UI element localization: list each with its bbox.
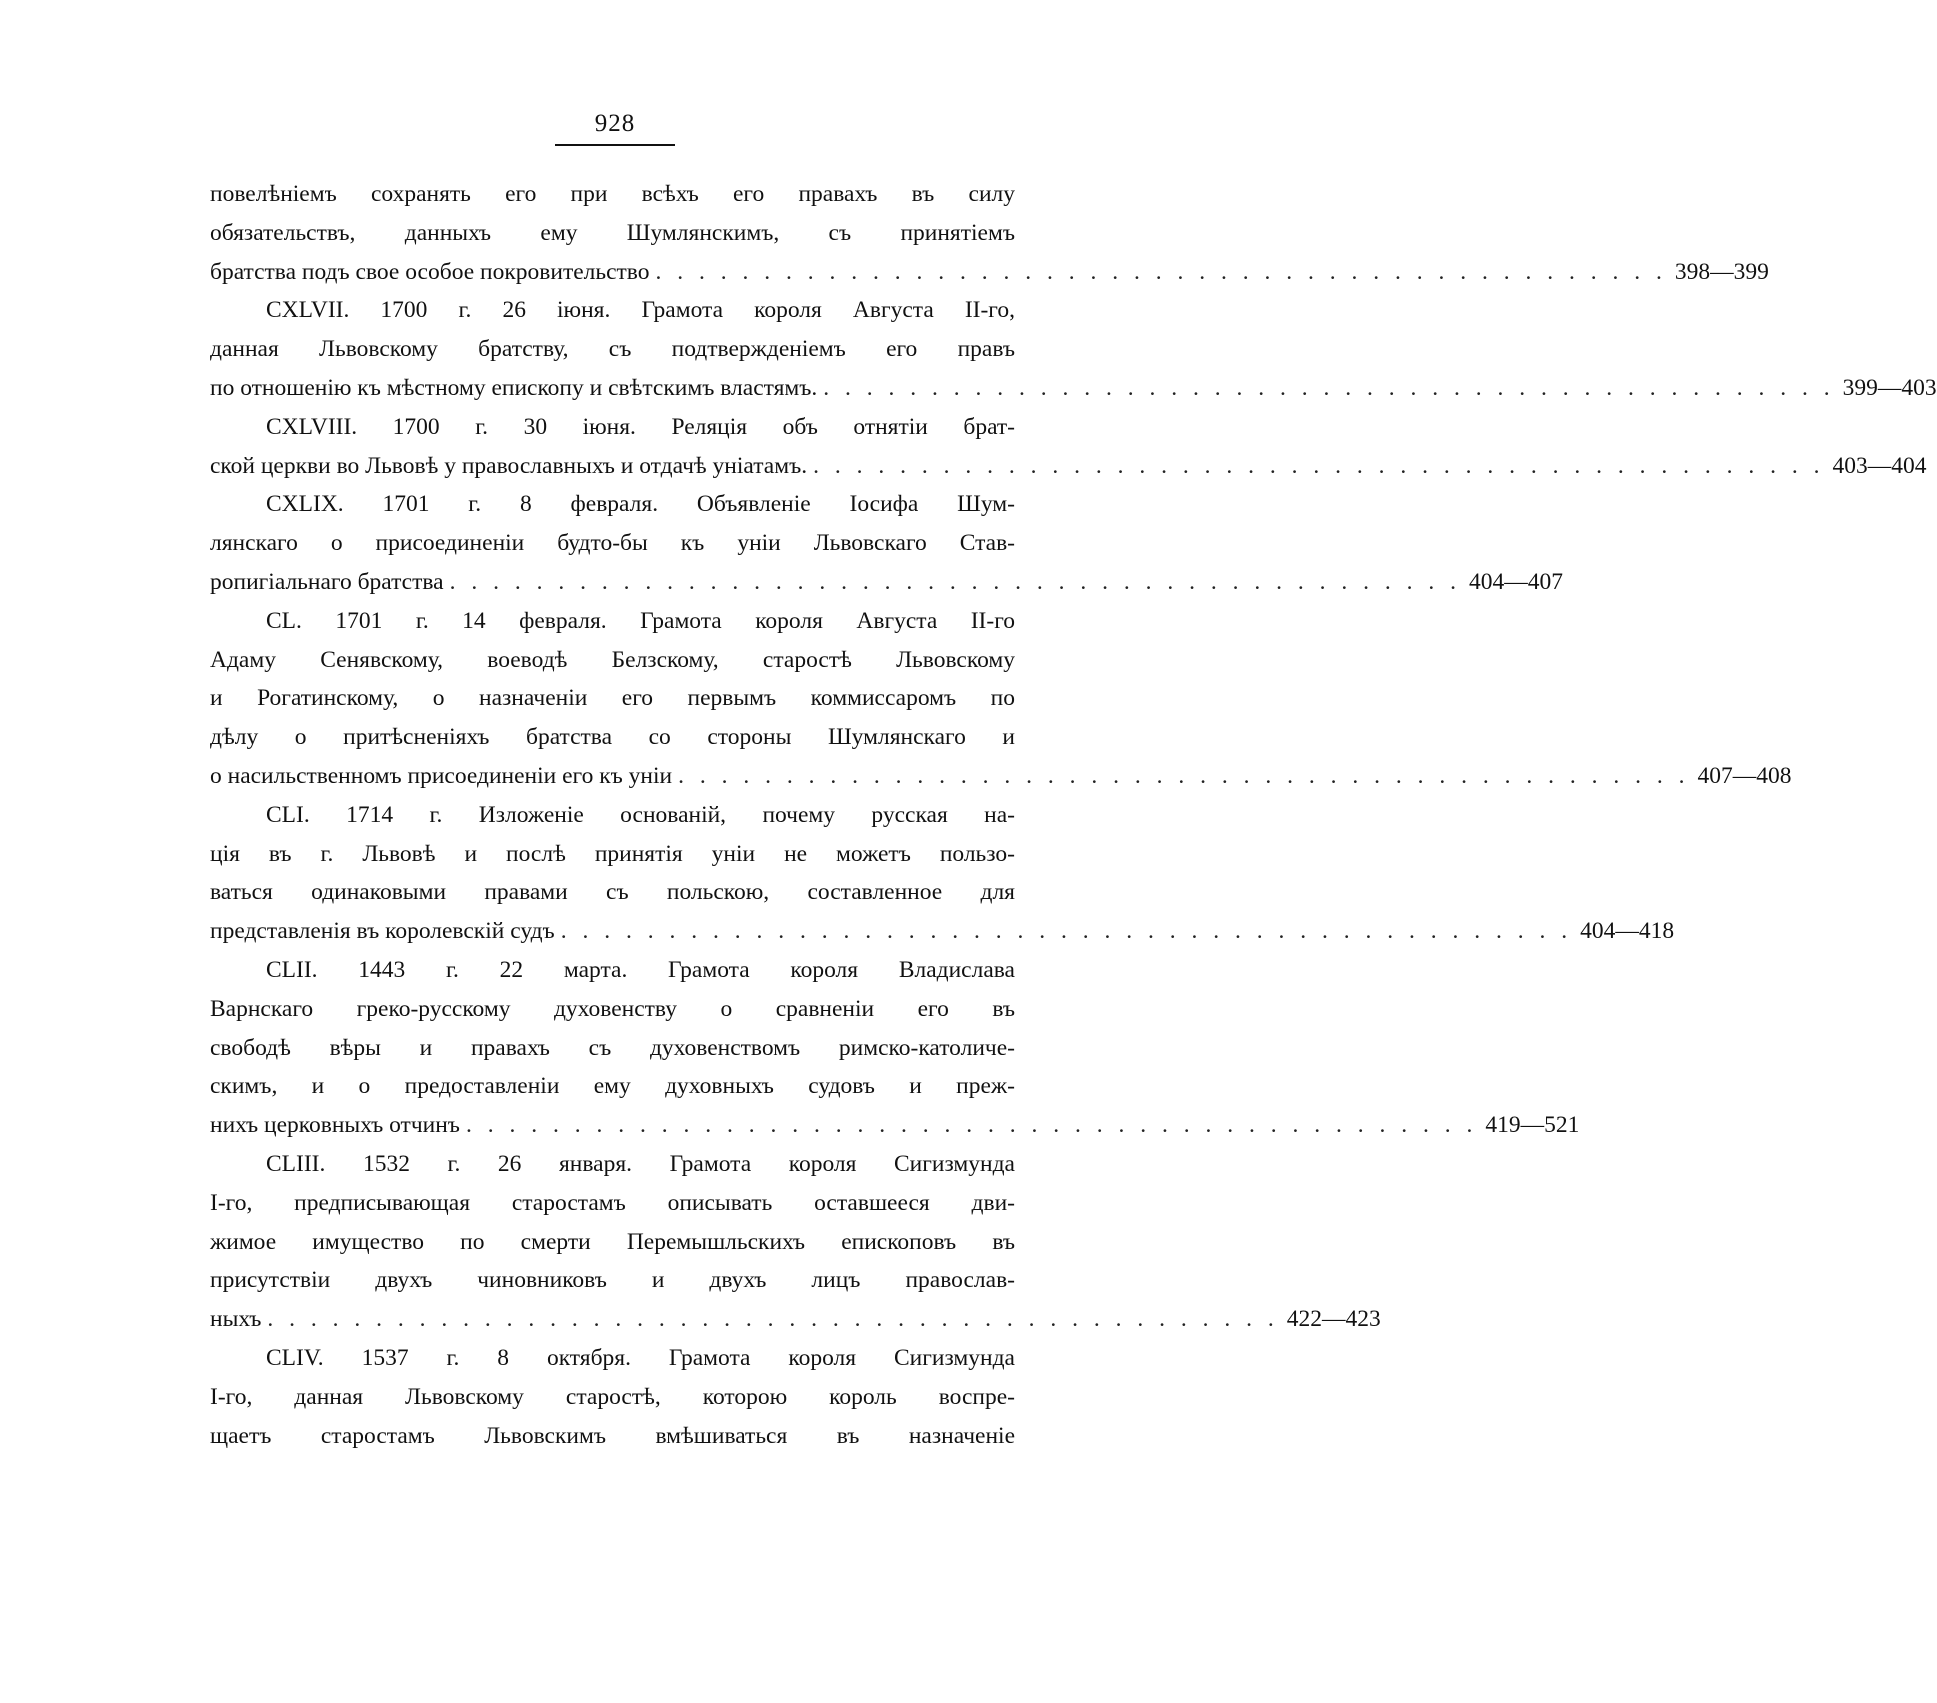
- entry-line: ропигіальнаго братства: [210, 568, 444, 595]
- entry-last-line: [210, 757, 1792, 796]
- leader-dots: . . . . . . . . . . . . . . . . . . . . . . . . . . . . . . . . . . . . . . . . . . . . . . .: [655, 258, 1667, 285]
- entry-line: ныхъ: [210, 1306, 262, 1333]
- entry-line: лянскаго о присоединеніи будто-бы къ уніи Львовскаго Став-: [210, 530, 1015, 557]
- table-of-contents: [210, 175, 1937, 1455]
- entry-last-line: [210, 1106, 1580, 1145]
- entry-line: Адаму Сенявскому, воеводѣ Белзскому, старостѣ Львовскому: [210, 646, 1015, 673]
- page-range: 399—403: [1842, 374, 1937, 401]
- entry-heading-line: CXLIX. 1701 г. 8 февраля. Объявленіе Іосифа Шум-: [266, 491, 1015, 518]
- toc-entry: [210, 796, 1675, 951]
- leader-dots: . . . . . . . . . . . . . . . . . . . . . . . . . . . . . . . . . . . . . . . . . . . . . . .: [465, 1112, 1478, 1139]
- leader-dots: . . . . . . . . . . . . . . . . . . . . . . . . . . . . . . . . . . . . . . . . . . . . . . .: [813, 452, 1825, 479]
- entry-last-line: [210, 1300, 1381, 1339]
- entry-line: данная Львовскому братству, съ подтвержденіемъ его правъ: [210, 336, 1015, 363]
- toc-entry: [210, 291, 1937, 407]
- page-range: 404—407: [1468, 568, 1563, 595]
- entry-line: жимое имущество по смерти Перемышльскихъ епископовъ въ: [210, 1228, 1015, 1255]
- toc-entry: [210, 485, 1563, 601]
- entry-line: нихъ церковныхъ отчинъ: [210, 1112, 460, 1139]
- entry-heading-line: CL. 1701 г. 14 февраля. Грамота короля Августа II-го: [266, 607, 1015, 634]
- entry-heading-line: CLIII. 1532 г. 26 января. Грамота короля Сигизмунда: [266, 1150, 1015, 1177]
- entry-line: Варнскаго греко-русскому духовенству о сравненіи его въ: [210, 995, 1015, 1022]
- entry-line: повелѣніемъ сохранять его при всѣхъ его правахъ въ силу: [210, 181, 1015, 207]
- leader-dots: . . . . . . . . . . . . . . . . . . . . . . . . . . . . . . . . . . . . . . . . . . . . . . .: [678, 762, 1690, 789]
- entry-heading-line: CXLVII. 1700 г. 26 іюня. Грамота короля Августа II-го,: [266, 297, 1015, 324]
- entry-heading-line: CXLVIII. 1700 г. 30 іюня. Реляція объ отнятіи брат-: [266, 413, 1015, 440]
- toc-entry: [210, 175, 1769, 291]
- page-range: 419—521: [1485, 1112, 1580, 1139]
- entry-line: присутствіи двухъ чиновниковъ и двухъ лицъ православ-: [210, 1267, 1015, 1294]
- leader-dots: . . . . . . . . . . . . . . . . . . . . . . . . . . . . . . . . . . . . . . . . . . . . . . .: [823, 374, 1835, 401]
- toc-entry: [210, 602, 1792, 796]
- page-range: 398—399: [1674, 258, 1769, 285]
- page-number: 928: [555, 110, 675, 146]
- entry-last-line: [210, 253, 1769, 292]
- entry-line: представленія въ королевскій судъ: [210, 918, 555, 945]
- page-range: 407—408: [1697, 762, 1792, 789]
- entry-line: I-го, данная Львовскому старостѣ, которою король воспре-: [210, 1383, 1015, 1410]
- toc-entry: [210, 1145, 1381, 1339]
- entry-line: ваться одинаковыми правами съ польскою, составленное для: [210, 879, 1015, 906]
- entry-line: скимъ, и о предоставленіи ему духовныхъ судовъ и преж-: [210, 1073, 1015, 1100]
- entry-line: по отношенію къ мѣстному епископу и свѣтскимъ властямъ.: [210, 374, 818, 401]
- leader-dots: . . . . . . . . . . . . . . . . . . . . . . . . . . . . . . . . . . . . . . . . . . . . . . .: [449, 568, 1461, 595]
- entry-heading-line: CLI. 1714 г. Изложеніе основаній, почему русская на-: [266, 801, 1015, 828]
- entry-line: ской церкви во Львовѣ у православныхъ и отдачѣ уніатамъ.: [210, 452, 808, 479]
- entry-line: обязательствъ, данныхъ ему Шумлянскимъ, съ принятіемъ: [210, 219, 1015, 246]
- entry-line: братства подъ свое особое покровительство: [210, 258, 650, 285]
- leader-dots: . . . . . . . . . . . . . . . . . . . . . . . . . . . . . . . . . . . . . . . . . . . . . . .: [267, 1306, 1279, 1333]
- entry-line: о насильственномъ присоединеніи его къ уніи: [210, 762, 673, 789]
- entry-line: щаетъ старостамъ Львовскимъ вмѣшиваться въ назначеніе: [210, 1422, 1015, 1449]
- page-range: 404—418: [1580, 918, 1675, 945]
- page-range: 403—404: [1832, 452, 1927, 479]
- leader-dots: . . . . . . . . . . . . . . . . . . . . . . . . . . . . . . . . . . . . . . . . . . . . . . .: [560, 918, 1573, 945]
- entry-last-line: [210, 369, 1937, 408]
- entry-heading-line: CLII. 1443 г. 22 марта. Грамота короля Владислава: [266, 956, 1015, 983]
- entry-line: ція въ г. Львовѣ и послѣ принятія уніи не можетъ пользо-: [210, 840, 1015, 867]
- entry-last-line: [210, 563, 1563, 602]
- entry-heading-line: CLIV. 1537 г. 8 октября. Грамота короля Сигизмунда: [266, 1344, 1015, 1371]
- entry-last-line: [210, 447, 1927, 486]
- toc-entry: [210, 408, 1927, 486]
- entry-line: и Рогатинскому, о назначеніи его первымъ коммиссаромъ по: [210, 685, 1015, 712]
- entry-line: дѣлу о притѣсненіяхъ братства со стороны Шумлянскаго и: [210, 724, 1015, 751]
- toc-entry: [210, 1339, 1015, 1455]
- toc-entry: [210, 951, 1580, 1145]
- entry-line: свободѣ вѣры и правахъ съ духовенствомъ римско-католиче-: [210, 1034, 1015, 1061]
- entry-line: I-го, предписывающая старостамъ описывать оставшееся дви-: [210, 1189, 1015, 1216]
- entry-last-line: [210, 912, 1675, 951]
- page-range: 422—423: [1286, 1306, 1381, 1333]
